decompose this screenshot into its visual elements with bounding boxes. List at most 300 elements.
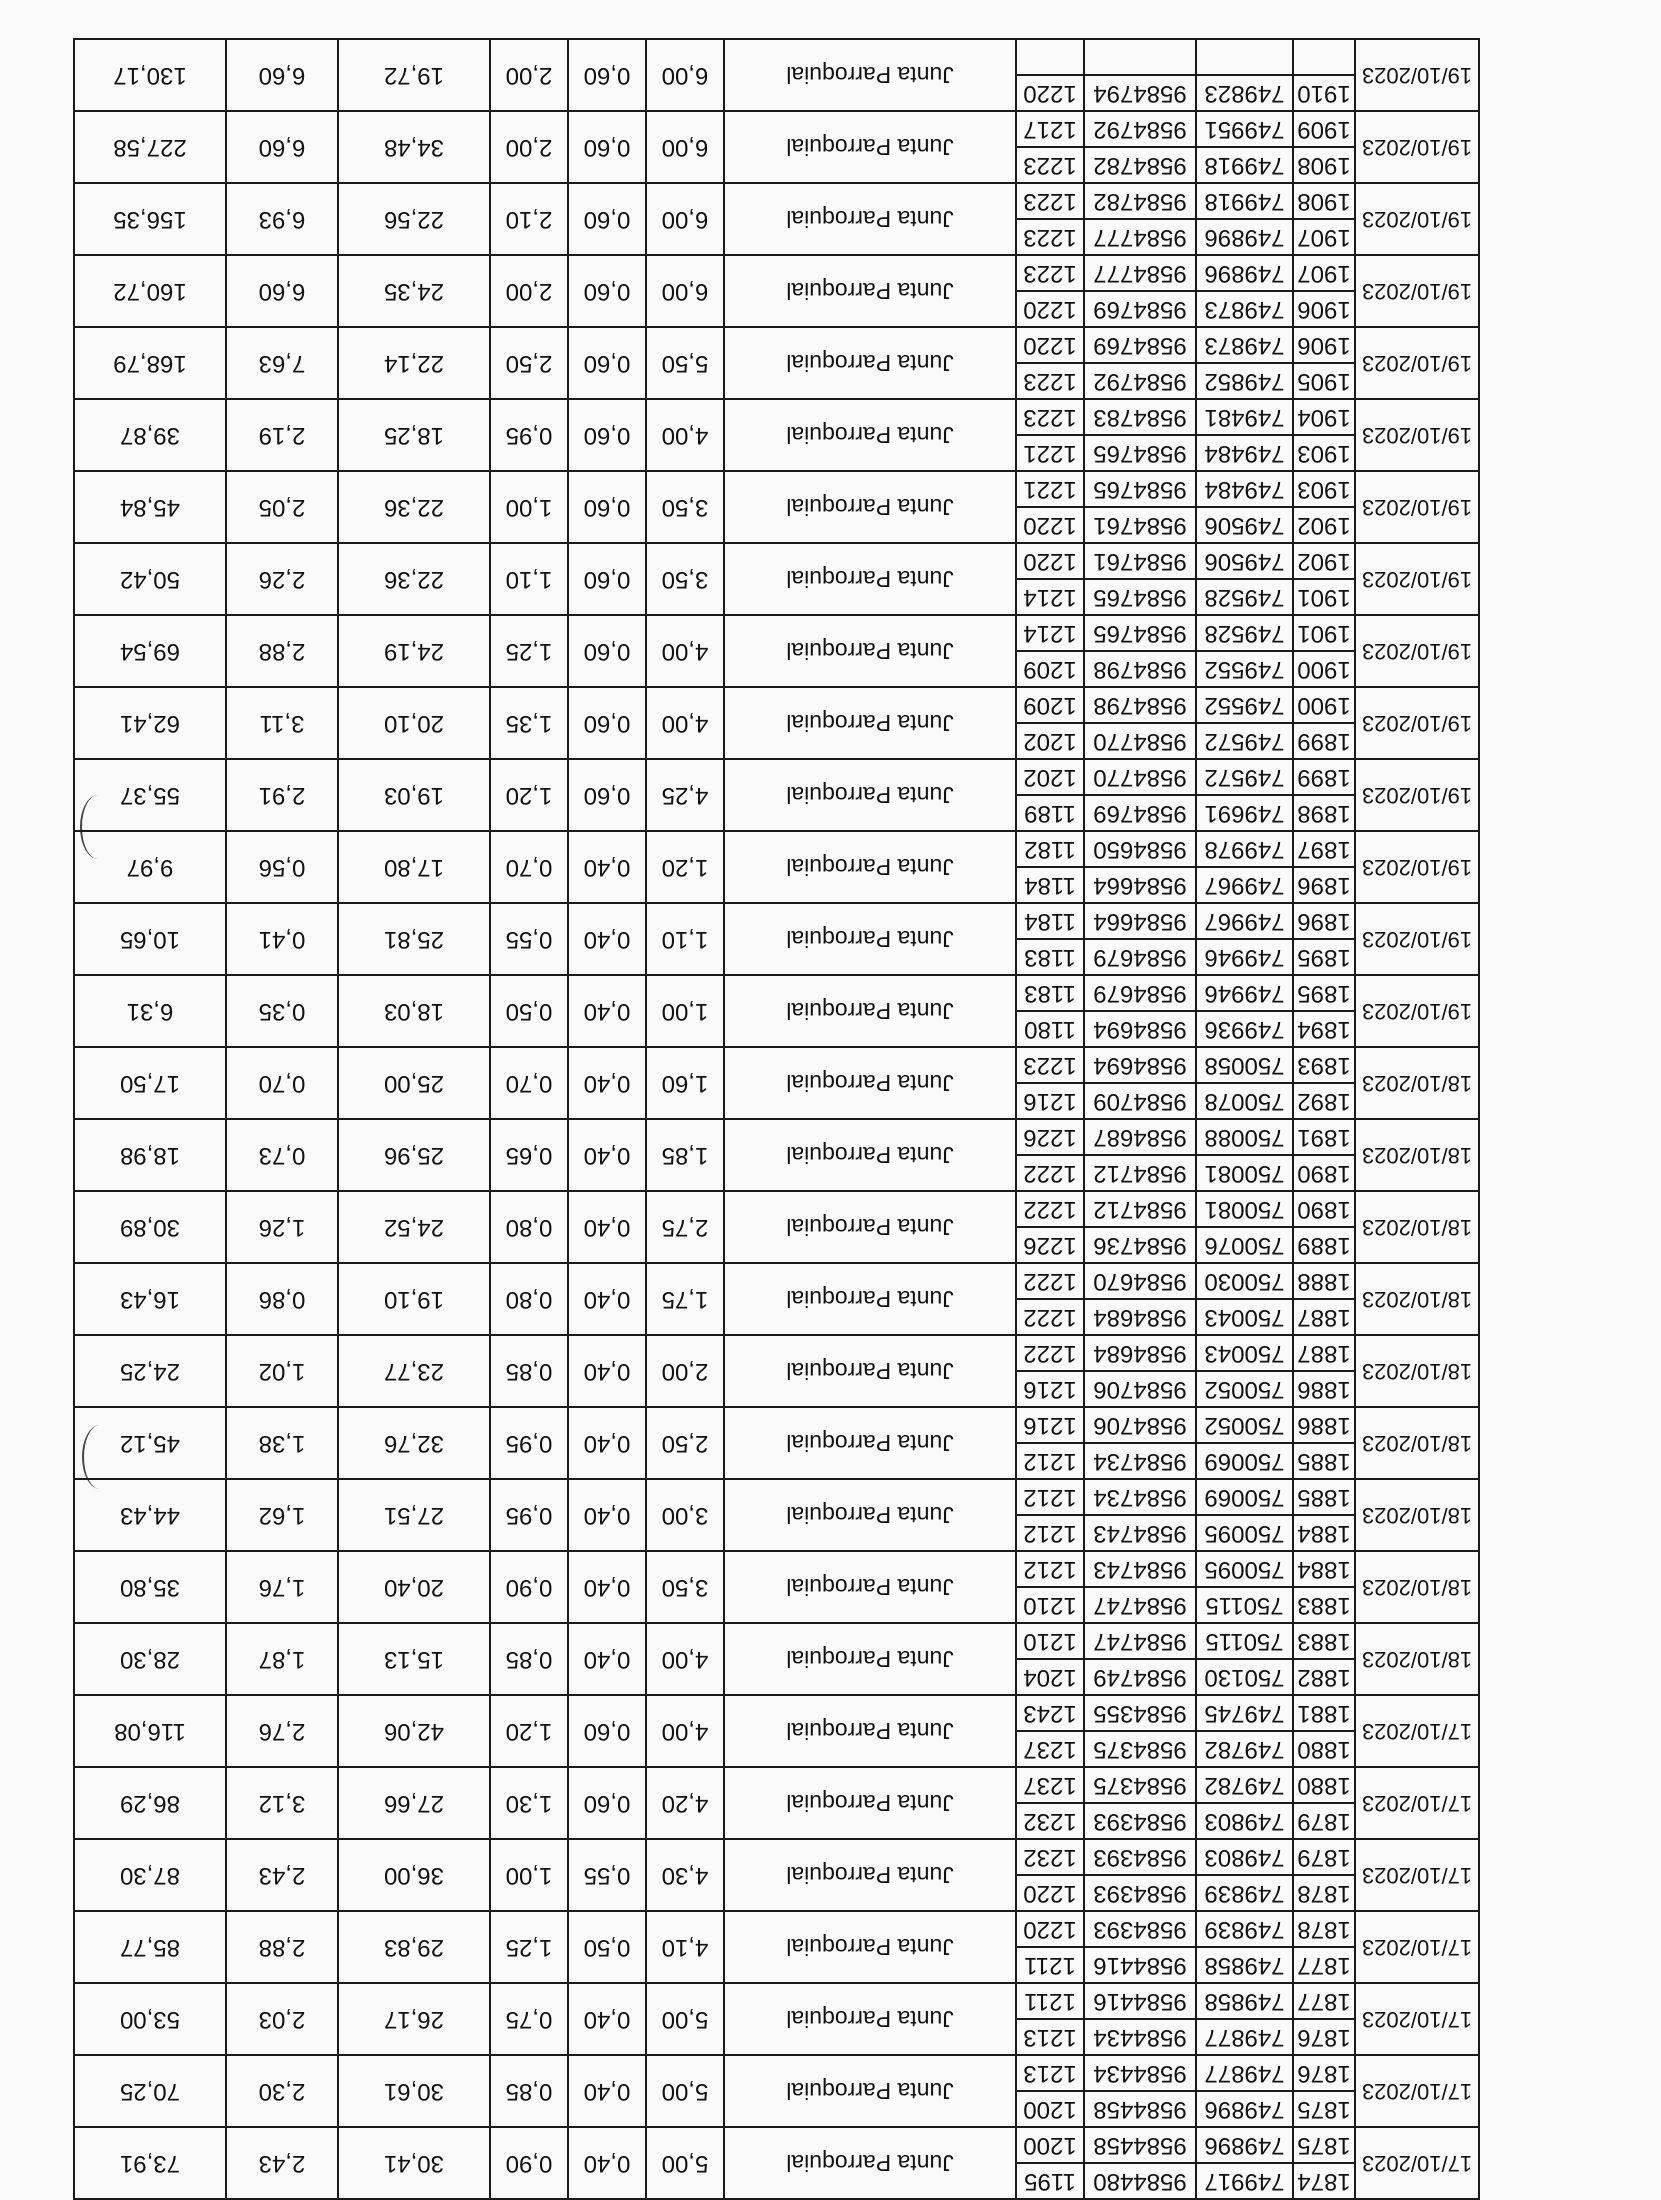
point-cell: 9584794 xyxy=(1084,75,1196,111)
length-cell: 1,00 xyxy=(646,975,724,1047)
table-row xyxy=(74,75,1479,111)
distance-cell: 30,61 xyxy=(338,2055,490,2127)
table-row xyxy=(74,2163,1479,2199)
factor-cell: 2,03 xyxy=(226,1983,338,2055)
point-cell: 1210 xyxy=(1016,1587,1084,1623)
depth-cell: 0,65 xyxy=(490,1119,568,1191)
point-cell: 1232 xyxy=(1016,1803,1084,1839)
date-cell: 19/10/2023 xyxy=(1355,687,1479,759)
point-cell: 9584375 xyxy=(1084,1767,1196,1803)
point-cell: 1226 xyxy=(1016,1227,1084,1263)
width-cell: 0,60 xyxy=(568,39,646,111)
point-cell: 1220 xyxy=(1016,1875,1084,1911)
point-cell: 1209 xyxy=(1016,687,1084,723)
point-cell: 9584684 xyxy=(1084,1299,1196,1335)
date-cell: 18/10/2023 xyxy=(1355,1047,1479,1119)
point-cell xyxy=(1016,39,1084,75)
point-cell xyxy=(1293,39,1355,75)
depth-cell: 0,75 xyxy=(490,1983,568,2055)
total-cell: 45,12 xyxy=(74,1407,226,1479)
table-row xyxy=(74,147,1479,183)
distance-cell: 22,36 xyxy=(338,543,490,615)
factor-cell: 2,88 xyxy=(226,615,338,687)
factor-cell: 0,86 xyxy=(226,1263,338,1335)
width-cell: 0,40 xyxy=(568,2055,646,2127)
depth-cell: 0,85 xyxy=(490,1335,568,1407)
point-cell: 1902 xyxy=(1293,543,1355,579)
point-cell: 1896 xyxy=(1293,903,1355,939)
point-cell: 1903 xyxy=(1293,471,1355,507)
width-cell: 0,40 xyxy=(568,1263,646,1335)
point-cell: 749967 xyxy=(1196,903,1293,939)
table-row xyxy=(74,1515,1479,1551)
length-cell: 1,10 xyxy=(646,903,724,975)
date-cell: 19/10/2023 xyxy=(1355,903,1479,975)
depth-cell: 1,10 xyxy=(490,543,568,615)
point-cell xyxy=(1196,39,1293,75)
entity-cell: Junta Parroquial xyxy=(724,1407,1016,1479)
point-cell: 1195 xyxy=(1016,2163,1084,2199)
distance-cell: 27,51 xyxy=(338,1479,490,1551)
point-cell: 9584393 xyxy=(1084,1839,1196,1875)
table-row xyxy=(74,795,1479,831)
point-cell: 1243 xyxy=(1016,1695,1084,1731)
distance-cell: 29,83 xyxy=(338,1911,490,1983)
point-cell: 9584765 xyxy=(1084,615,1196,651)
point-cell: 9584743 xyxy=(1084,1551,1196,1587)
total-cell: 16,43 xyxy=(74,1263,226,1335)
point-cell: 749951 xyxy=(1196,111,1293,147)
total-cell: 62,41 xyxy=(74,687,226,759)
depth-cell: 0,55 xyxy=(490,903,568,975)
total-cell: 55,37 xyxy=(74,759,226,831)
date-cell: 17/10/2023 xyxy=(1355,1695,1479,1767)
point-cell: 750115 xyxy=(1196,1623,1293,1659)
point-cell: 1886 xyxy=(1293,1407,1355,1443)
width-cell: 0,40 xyxy=(568,975,646,1047)
depth-cell: 0,80 xyxy=(490,1263,568,1335)
date-cell: 19/10/2023 xyxy=(1355,975,1479,1047)
point-cell: 1906 xyxy=(1293,327,1355,363)
point-cell: 1892 xyxy=(1293,1083,1355,1119)
point-cell: 9584765 xyxy=(1084,579,1196,615)
point-cell: 1883 xyxy=(1293,1623,1355,1659)
point-cell: 1213 xyxy=(1016,2055,1084,2091)
entity-cell: Junta Parroquial xyxy=(724,903,1016,975)
point-cell: 1881 xyxy=(1293,1695,1355,1731)
depth-cell: 0,85 xyxy=(490,2055,568,2127)
total-cell: 130,17 xyxy=(74,39,226,111)
table-row xyxy=(74,2019,1479,2055)
point-cell: 1212 xyxy=(1016,1479,1084,1515)
length-cell: 4,00 xyxy=(646,399,724,471)
point-cell: 749552 xyxy=(1196,651,1293,687)
width-cell: 0,55 xyxy=(568,1839,646,1911)
depth-cell: 1,20 xyxy=(490,1695,568,1767)
point-cell: 1875 xyxy=(1293,2091,1355,2127)
point-cell: 9584393 xyxy=(1084,1875,1196,1911)
point-cell: 1885 xyxy=(1293,1479,1355,1515)
factor-cell: 2,91 xyxy=(226,759,338,831)
table-row xyxy=(74,1731,1479,1767)
date-cell: 17/10/2023 xyxy=(1355,1839,1479,1911)
distance-cell: 24,35 xyxy=(338,255,490,327)
length-cell: 6,00 xyxy=(646,111,724,183)
entity-cell: Junta Parroquial xyxy=(724,1911,1016,1983)
table-row xyxy=(74,1227,1479,1263)
point-cell: 1888 xyxy=(1293,1263,1355,1299)
length-cell: 5,00 xyxy=(646,1983,724,2055)
factor-cell: 2,30 xyxy=(226,2055,338,2127)
date-cell: 17/10/2023 xyxy=(1355,2055,1479,2127)
point-cell: 1182 xyxy=(1016,831,1084,867)
point-cell: 1223 xyxy=(1016,183,1084,219)
point-cell: 1220 xyxy=(1016,507,1084,543)
point-cell: 749803 xyxy=(1196,1839,1293,1875)
entity-cell: Junta Parroquial xyxy=(724,1479,1016,1551)
entity-cell: Junta Parroquial xyxy=(724,255,1016,327)
table-row xyxy=(74,867,1479,903)
date-cell: 19/10/2023 xyxy=(1355,399,1479,471)
point-cell: 1222 xyxy=(1016,1299,1084,1335)
point-cell: 9584743 xyxy=(1084,1515,1196,1551)
length-cell: 1,75 xyxy=(646,1263,724,1335)
length-cell: 6,00 xyxy=(646,39,724,111)
entity-cell: Junta Parroquial xyxy=(724,1119,1016,1191)
point-cell: 1895 xyxy=(1293,939,1355,975)
entity-cell: Junta Parroquial xyxy=(724,687,1016,759)
point-cell: 1878 xyxy=(1293,1911,1355,1947)
date-cell: 18/10/2023 xyxy=(1355,1119,1479,1191)
length-cell: 6,00 xyxy=(646,183,724,255)
point-cell: 1217 xyxy=(1016,111,1084,147)
distance-cell: 30,41 xyxy=(338,2127,490,2199)
point-cell: 1220 xyxy=(1016,543,1084,579)
depth-cell: 2,10 xyxy=(490,183,568,255)
point-cell: 1226 xyxy=(1016,1119,1084,1155)
point-cell: 9584416 xyxy=(1084,1947,1196,1983)
total-cell: 73,91 xyxy=(74,2127,226,2199)
point-cell: 750030 xyxy=(1196,1263,1293,1299)
date-cell: 19/10/2023 xyxy=(1355,615,1479,687)
factor-cell: 1,38 xyxy=(226,1407,338,1479)
point-cell: 1905 xyxy=(1293,363,1355,399)
entity-cell: Junta Parroquial xyxy=(724,1191,1016,1263)
point-cell: 1887 xyxy=(1293,1299,1355,1335)
point-cell: 749967 xyxy=(1196,867,1293,903)
point-cell: 1887 xyxy=(1293,1335,1355,1371)
point-cell: 1232 xyxy=(1016,1839,1084,1875)
width-cell: 0,40 xyxy=(568,1119,646,1191)
distance-cell: 36,00 xyxy=(338,1839,490,1911)
point-cell: 9584761 xyxy=(1084,507,1196,543)
point-cell: 1223 xyxy=(1016,147,1084,183)
point-cell: 1212 xyxy=(1016,1551,1084,1587)
entity-cell: Junta Parroquial xyxy=(724,615,1016,687)
point-cell: 749877 xyxy=(1196,2055,1293,2091)
entity-cell: Junta Parroquial xyxy=(724,1623,1016,1695)
factor-cell: 2,76 xyxy=(226,1695,338,1767)
point-cell: 9584734 xyxy=(1084,1479,1196,1515)
point-cell: 1222 xyxy=(1016,1335,1084,1371)
factor-cell: 0,41 xyxy=(226,903,338,975)
point-cell: 1889 xyxy=(1293,1227,1355,1263)
width-cell: 0,60 xyxy=(568,399,646,471)
table-row xyxy=(74,1155,1479,1191)
point-cell: 1878 xyxy=(1293,1875,1355,1911)
date-cell: 17/10/2023 xyxy=(1355,1767,1479,1839)
point-cell: 749936 xyxy=(1196,1011,1293,1047)
total-cell: 9,97 xyxy=(74,831,226,903)
total-cell: 28,30 xyxy=(74,1623,226,1695)
point-cell: 9584765 xyxy=(1084,435,1196,471)
point-cell: 1220 xyxy=(1016,1911,1084,1947)
point-cell: 749691 xyxy=(1196,795,1293,831)
point-cell: 750052 xyxy=(1196,1371,1293,1407)
total-cell: 85,77 xyxy=(74,1911,226,1983)
point-cell: 750081 xyxy=(1196,1191,1293,1227)
distance-cell: 18,25 xyxy=(338,399,490,471)
point-cell: 9584777 xyxy=(1084,255,1196,291)
width-cell: 0,60 xyxy=(568,183,646,255)
point-cell: 1882 xyxy=(1293,1659,1355,1695)
point-cell: 749839 xyxy=(1196,1911,1293,1947)
factor-cell: 2,43 xyxy=(226,1839,338,1911)
distance-cell: 22,36 xyxy=(338,471,490,543)
point-cell: 1875 xyxy=(1293,2127,1355,2163)
depth-cell: 0,95 xyxy=(490,1479,568,1551)
point-cell: 750069 xyxy=(1196,1479,1293,1515)
length-cell: 4,10 xyxy=(646,1911,724,1983)
date-cell: 19/10/2023 xyxy=(1355,39,1479,111)
entity-cell: Junta Parroquial xyxy=(724,1767,1016,1839)
entity-cell: Junta Parroquial xyxy=(724,327,1016,399)
point-cell: 1200 xyxy=(1016,2091,1084,2127)
point-cell: 9584664 xyxy=(1084,903,1196,939)
point-cell: 1886 xyxy=(1293,1371,1355,1407)
date-cell: 19/10/2023 xyxy=(1355,543,1479,615)
table-row xyxy=(74,1803,1479,1839)
date-cell: 17/10/2023 xyxy=(1355,2127,1479,2199)
width-cell: 0,60 xyxy=(568,543,646,615)
point-cell: 1216 xyxy=(1016,1407,1084,1443)
total-cell: 17,50 xyxy=(74,1047,226,1119)
date-cell: 18/10/2023 xyxy=(1355,1551,1479,1623)
point-cell: 1212 xyxy=(1016,1515,1084,1551)
point-cell: 9584792 xyxy=(1084,363,1196,399)
point-cell: 1202 xyxy=(1016,723,1084,759)
point-cell: 749839 xyxy=(1196,1875,1293,1911)
table-row xyxy=(74,1083,1479,1119)
table-row xyxy=(74,363,1479,399)
point-cell: 750095 xyxy=(1196,1515,1293,1551)
date-cell: 19/10/2023 xyxy=(1355,759,1479,831)
length-cell: 3,50 xyxy=(646,471,724,543)
point-cell: 9584769 xyxy=(1084,327,1196,363)
point-cell: 1893 xyxy=(1293,1047,1355,1083)
width-cell: 0,60 xyxy=(568,471,646,543)
point-cell: 1222 xyxy=(1016,1191,1084,1227)
point-cell: 1904 xyxy=(1293,399,1355,435)
total-cell: 50,42 xyxy=(74,543,226,615)
entity-cell: Junta Parroquial xyxy=(724,1839,1016,1911)
depth-cell: 2,00 xyxy=(490,111,568,183)
point-cell: 9584765 xyxy=(1084,471,1196,507)
factor-cell: 7,63 xyxy=(226,327,338,399)
distance-cell: 27,66 xyxy=(338,1767,490,1839)
point-cell: 1210 xyxy=(1016,1623,1084,1659)
point-cell: 1214 xyxy=(1016,579,1084,615)
point-cell: 1880 xyxy=(1293,1767,1355,1803)
date-cell: 18/10/2023 xyxy=(1355,1407,1479,1479)
point-cell: 1222 xyxy=(1016,1155,1084,1191)
point-cell: 750052 xyxy=(1196,1407,1293,1443)
point-cell: 9584687 xyxy=(1084,1119,1196,1155)
length-cell: 3,50 xyxy=(646,543,724,615)
point-cell: 1202 xyxy=(1016,759,1084,795)
point-cell: 9584434 xyxy=(1084,2019,1196,2055)
point-cell: 9584458 xyxy=(1084,2127,1196,2163)
point-cell: 9584798 xyxy=(1084,651,1196,687)
point-cell: 1877 xyxy=(1293,1983,1355,2019)
point-cell: 9584694 xyxy=(1084,1047,1196,1083)
point-cell: 1890 xyxy=(1293,1155,1355,1191)
table-row xyxy=(74,1659,1479,1695)
point-cell: 749528 xyxy=(1196,615,1293,651)
point-cell: 9584670 xyxy=(1084,1263,1196,1299)
point-cell: 1876 xyxy=(1293,2019,1355,2055)
entity-cell: Junta Parroquial xyxy=(724,1047,1016,1119)
length-cell: 5,00 xyxy=(646,2055,724,2127)
entity-cell: Junta Parroquial xyxy=(724,975,1016,1047)
point-cell: 9584770 xyxy=(1084,759,1196,795)
date-cell: 19/10/2023 xyxy=(1355,111,1479,183)
point-cell: 1183 xyxy=(1016,939,1084,975)
point-cell: 750081 xyxy=(1196,1155,1293,1191)
entity-cell: Junta Parroquial xyxy=(724,759,1016,831)
factor-cell: 6,60 xyxy=(226,39,338,111)
distance-cell: 22,56 xyxy=(338,183,490,255)
point-cell: 1189 xyxy=(1016,795,1084,831)
point-cell: 749572 xyxy=(1196,723,1293,759)
rotated-table-sheet xyxy=(113,62,1480,2200)
total-cell: 227,58 xyxy=(74,111,226,183)
point-cell: 9584712 xyxy=(1084,1191,1196,1227)
length-cell: 1,85 xyxy=(646,1119,724,1191)
table-row xyxy=(74,1443,1479,1479)
length-cell: 2,75 xyxy=(646,1191,724,1263)
point-cell: 1223 xyxy=(1016,363,1084,399)
factor-cell: 0,70 xyxy=(226,1047,338,1119)
date-cell: 19/10/2023 xyxy=(1355,183,1479,255)
width-cell: 0,40 xyxy=(568,903,646,975)
point-cell: 9584712 xyxy=(1084,1155,1196,1191)
entity-cell: Junta Parroquial xyxy=(724,1551,1016,1623)
point-cell: 750043 xyxy=(1196,1299,1293,1335)
point-cell: 1879 xyxy=(1293,1803,1355,1839)
point-cell: 1899 xyxy=(1293,759,1355,795)
width-cell: 0,60 xyxy=(568,111,646,183)
factor-cell: 6,93 xyxy=(226,183,338,255)
factor-cell: 2,43 xyxy=(226,2127,338,2199)
point-cell: 9584375 xyxy=(1084,1731,1196,1767)
date-cell: 18/10/2023 xyxy=(1355,1191,1479,1263)
factor-cell: 6,60 xyxy=(226,111,338,183)
point-cell: 1879 xyxy=(1293,1839,1355,1875)
point-cell: 9584747 xyxy=(1084,1623,1196,1659)
total-cell: 24,25 xyxy=(74,1335,226,1407)
length-cell: 1,20 xyxy=(646,831,724,903)
point-cell: 750130 xyxy=(1196,1659,1293,1695)
depth-cell: 0,90 xyxy=(490,2127,568,2199)
width-cell: 0,40 xyxy=(568,1623,646,1695)
point-cell: 749858 xyxy=(1196,1983,1293,2019)
length-cell: 4,00 xyxy=(646,687,724,759)
date-cell: 17/10/2023 xyxy=(1355,1911,1479,1983)
table-row xyxy=(74,723,1479,759)
total-cell: 30,89 xyxy=(74,1191,226,1263)
point-cell: 1896 xyxy=(1293,867,1355,903)
point-cell: 749506 xyxy=(1196,507,1293,543)
point-cell: 749873 xyxy=(1196,291,1293,327)
point-cell: 749506 xyxy=(1196,543,1293,579)
width-cell: 0,60 xyxy=(568,1695,646,1767)
point-cell: 1221 xyxy=(1016,471,1084,507)
point-cell: 9584416 xyxy=(1084,1983,1196,2019)
width-cell: 0,40 xyxy=(568,1407,646,1479)
depth-cell: 2,50 xyxy=(490,327,568,399)
point-cell: 749896 xyxy=(1196,255,1293,291)
point-cell: 749917 xyxy=(1196,2163,1293,2199)
point-cell: 9584679 xyxy=(1084,975,1196,1011)
factor-cell: 2,88 xyxy=(226,1911,338,1983)
point-cell: 750058 xyxy=(1196,1047,1293,1083)
distance-cell: 32,76 xyxy=(338,1407,490,1479)
point-cell: 1223 xyxy=(1016,255,1084,291)
width-cell: 0,60 xyxy=(568,615,646,687)
point-cell: 1877 xyxy=(1293,1947,1355,1983)
point-cell: 749877 xyxy=(1196,2019,1293,2055)
factor-cell: 1,87 xyxy=(226,1623,338,1695)
entity-cell: Junta Parroquial xyxy=(724,39,1016,111)
point-cell: 1184 xyxy=(1016,867,1084,903)
depth-cell: 0,95 xyxy=(490,399,568,471)
distance-cell: 19,10 xyxy=(338,1263,490,1335)
width-cell: 0,40 xyxy=(568,1551,646,1623)
length-cell: 4,20 xyxy=(646,1767,724,1839)
point-cell: 9584769 xyxy=(1084,291,1196,327)
table-row xyxy=(74,939,1479,975)
depth-cell: 0,90 xyxy=(490,1551,568,1623)
point-cell: 9584747 xyxy=(1084,1587,1196,1623)
total-cell: 156,35 xyxy=(74,183,226,255)
point-cell: 1880 xyxy=(1293,1731,1355,1767)
point-cell: 749896 xyxy=(1196,2091,1293,2127)
point-cell: 749873 xyxy=(1196,327,1293,363)
point-cell: 1237 xyxy=(1016,1731,1084,1767)
point-cell: 749896 xyxy=(1196,219,1293,255)
length-cell: 1,60 xyxy=(646,1047,724,1119)
point-cell: 749946 xyxy=(1196,975,1293,1011)
table-row xyxy=(74,219,1479,255)
point-cell: 9584434 xyxy=(1084,2055,1196,2091)
total-cell: 6,31 xyxy=(74,975,226,1047)
total-cell: 168,79 xyxy=(74,327,226,399)
point-cell: 749978 xyxy=(1196,831,1293,867)
width-cell: 0,60 xyxy=(568,687,646,759)
entity-cell: Junta Parroquial xyxy=(724,183,1016,255)
point-cell: 749782 xyxy=(1196,1731,1293,1767)
